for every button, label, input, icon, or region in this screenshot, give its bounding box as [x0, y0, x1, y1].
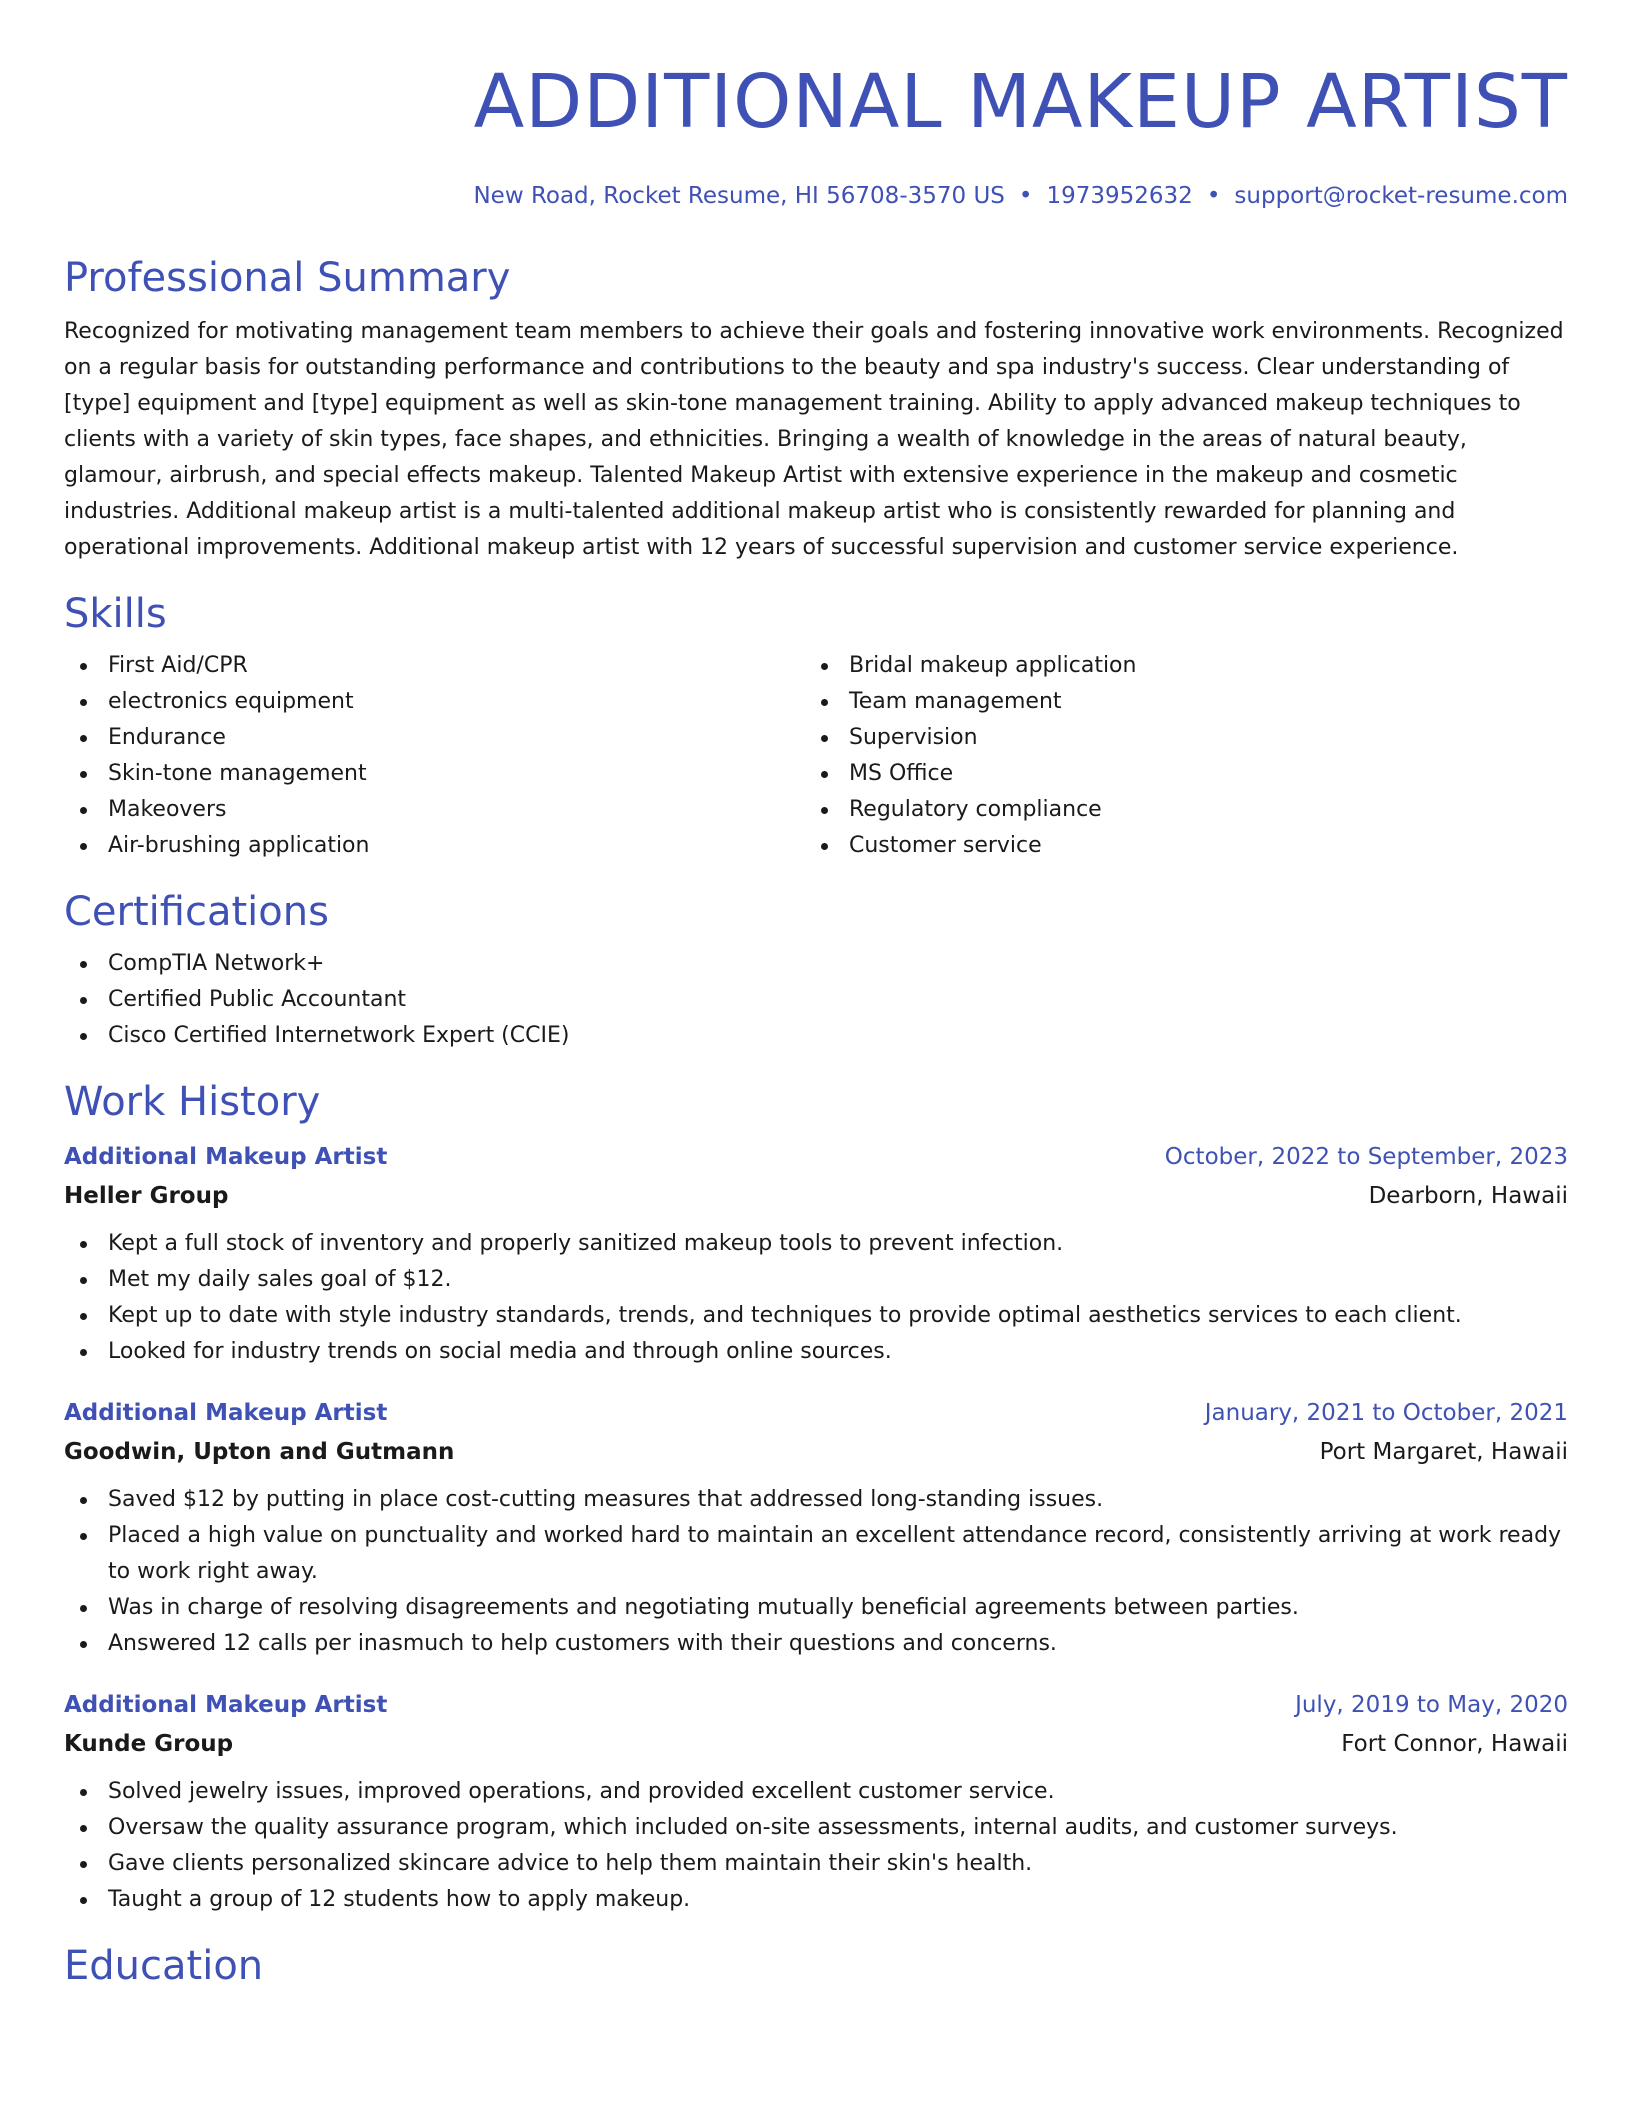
contact-separator: • — [1018, 183, 1033, 209]
job-bullet: Saved $12 by putting in place cost-cutting measures that addressed long-standing issues. — [64, 1482, 1568, 1518]
contact-line — [64, 180, 1568, 212]
contact-address: New Road, Rocket Resume, HI 56708-3570 US — [473, 183, 1005, 209]
job-bullet: Solved jewelry issues, improved operations, and provided excellent customer service. — [64, 1774, 1568, 1810]
job-title: Additional Makeup Artist — [64, 1692, 388, 1718]
job-location: Port Margaret, Hawaii — [1319, 1439, 1568, 1465]
job-dates: July, 2019 to May, 2020 — [1295, 1692, 1568, 1718]
skills-heading: Skills — [64, 591, 167, 637]
resume-name: ADDITIONAL MAKEUP ARTIST — [473, 59, 1568, 145]
certification-item: Certified Public Accountant — [64, 982, 1568, 1018]
skill-item: MS Office — [805, 756, 1546, 792]
skill-item: electronics equipment — [64, 684, 805, 720]
job-location: Fort Connor, Hawaii — [1341, 1731, 1568, 1757]
skills-list-right — [805, 648, 1546, 864]
contact-separator: • — [1206, 183, 1221, 209]
summary-heading: Professional Summary — [64, 255, 511, 301]
skills-list-left — [64, 648, 805, 864]
skill-item: Supervision — [805, 720, 1546, 756]
job-title-row — [64, 1138, 1568, 1176]
job-dates: October, 2022 to September, 2023 — [1164, 1144, 1568, 1170]
skill-item: Bridal makeup application — [805, 648, 1546, 684]
job-dates: January, 2021 to October, 2021 — [1204, 1400, 1568, 1426]
job-company: Heller Group — [64, 1183, 229, 1209]
contact-email: support@rocket-resume.com — [1234, 183, 1568, 209]
skill-item: First Aid/CPR — [64, 648, 805, 684]
skill-item: Makeovers — [64, 792, 805, 828]
job-company-row — [64, 1176, 1568, 1216]
job-title: Additional Makeup Artist — [64, 1400, 388, 1426]
certification-item: CompTIA Network+ — [64, 946, 1568, 982]
certification-item: Cisco Certified Internetwork Expert (CCIE) — [64, 1018, 1568, 1054]
job-entry — [64, 1138, 1568, 1370]
skill-item: Team management — [805, 684, 1546, 720]
job-title: Additional Makeup Artist — [64, 1144, 388, 1170]
job-bullet: Kept up to date with style industry standards, trends, and techniques to provide optimal aesthetics services to each client. — [64, 1298, 1568, 1334]
skill-item: Regulatory compliance — [805, 792, 1546, 828]
education-heading: Education — [64, 1943, 264, 1989]
job-company: Kunde Group — [64, 1731, 234, 1757]
contact-phone: 1973952632 — [1046, 183, 1193, 209]
summary-text: Recognized for motivating management team members to achieve their goals and fostering innovative work environments. Recognized on a regular basis for outstanding performance and contributions to the beauty and spa industry's success. Clear understanding of [type] equipment and [type] equipment as well as skin-tone management training. Ability to apply advanced makeup techniques to clients with a variety of skin types, face shapes, and ethnicities. Bringing a wealth of knowledge in the areas of natural beauty, glamour, airbrush, and special effects makeup. Talented Makeup Artist with extensive experience in the makeup and cosmetic industries. Additional makeup artist is a multi-talented additional makeup artist who is consistently rewarded for planning and operational improvements. Additional makeup artist with 12 years of successful supervision and customer service experience. — [64, 319, 1564, 560]
certifications-list — [64, 946, 1568, 1054]
job-bullet: Kept a full stock of inventory and properly sanitized makeup tools to prevent infection. — [64, 1226, 1568, 1262]
job-bullet: Met my daily sales goal of $12. — [64, 1262, 1568, 1298]
job-bullets — [64, 1774, 1568, 1918]
job-bullet: Gave clients personalized skincare advice to help them maintain their skin's health. — [64, 1846, 1568, 1882]
job-bullets — [64, 1482, 1568, 1662]
job-title-row — [64, 1686, 1568, 1724]
job-company-row — [64, 1724, 1568, 1764]
skill-item: Endurance — [64, 720, 805, 756]
work-history-heading: Work History — [64, 1079, 321, 1125]
job-bullets — [64, 1226, 1568, 1370]
job-entry — [64, 1686, 1568, 1918]
job-bullet: Taught a group of 12 students how to apply makeup. — [64, 1882, 1568, 1918]
job-bullet: Oversaw the quality assurance program, which included on-site assessments, internal audits, and customer surveys. — [64, 1810, 1568, 1846]
job-company-row — [64, 1432, 1568, 1472]
job-title-row — [64, 1394, 1568, 1432]
job-entry — [64, 1394, 1568, 1662]
skill-item: Customer service — [805, 828, 1546, 864]
job-bullet: Was in charge of resolving disagreements and negotiating mutually beneficial agreements between parties. — [64, 1590, 1568, 1626]
job-location: Dearborn, Hawaii — [1368, 1183, 1568, 1209]
job-company: Goodwin, Upton and Gutmann — [64, 1439, 455, 1465]
skill-item: Air-brushing application — [64, 828, 805, 864]
job-bullet: Placed a high value on punctuality and worked hard to maintain an excellent attendance record, consistently arriving at work ready to work right away. — [64, 1518, 1568, 1590]
resume-page — [0, 54, 1632, 2112]
job-bullet: Looked for industry trends on social media and through online sources. — [64, 1334, 1568, 1370]
skill-item: Skin-tone management — [64, 756, 805, 792]
skills-columns — [64, 648, 1568, 864]
job-bullet: Answered 12 calls per inasmuch to help customers with their questions and concerns. — [64, 1626, 1568, 1662]
certifications-heading: Certifications — [64, 889, 329, 935]
